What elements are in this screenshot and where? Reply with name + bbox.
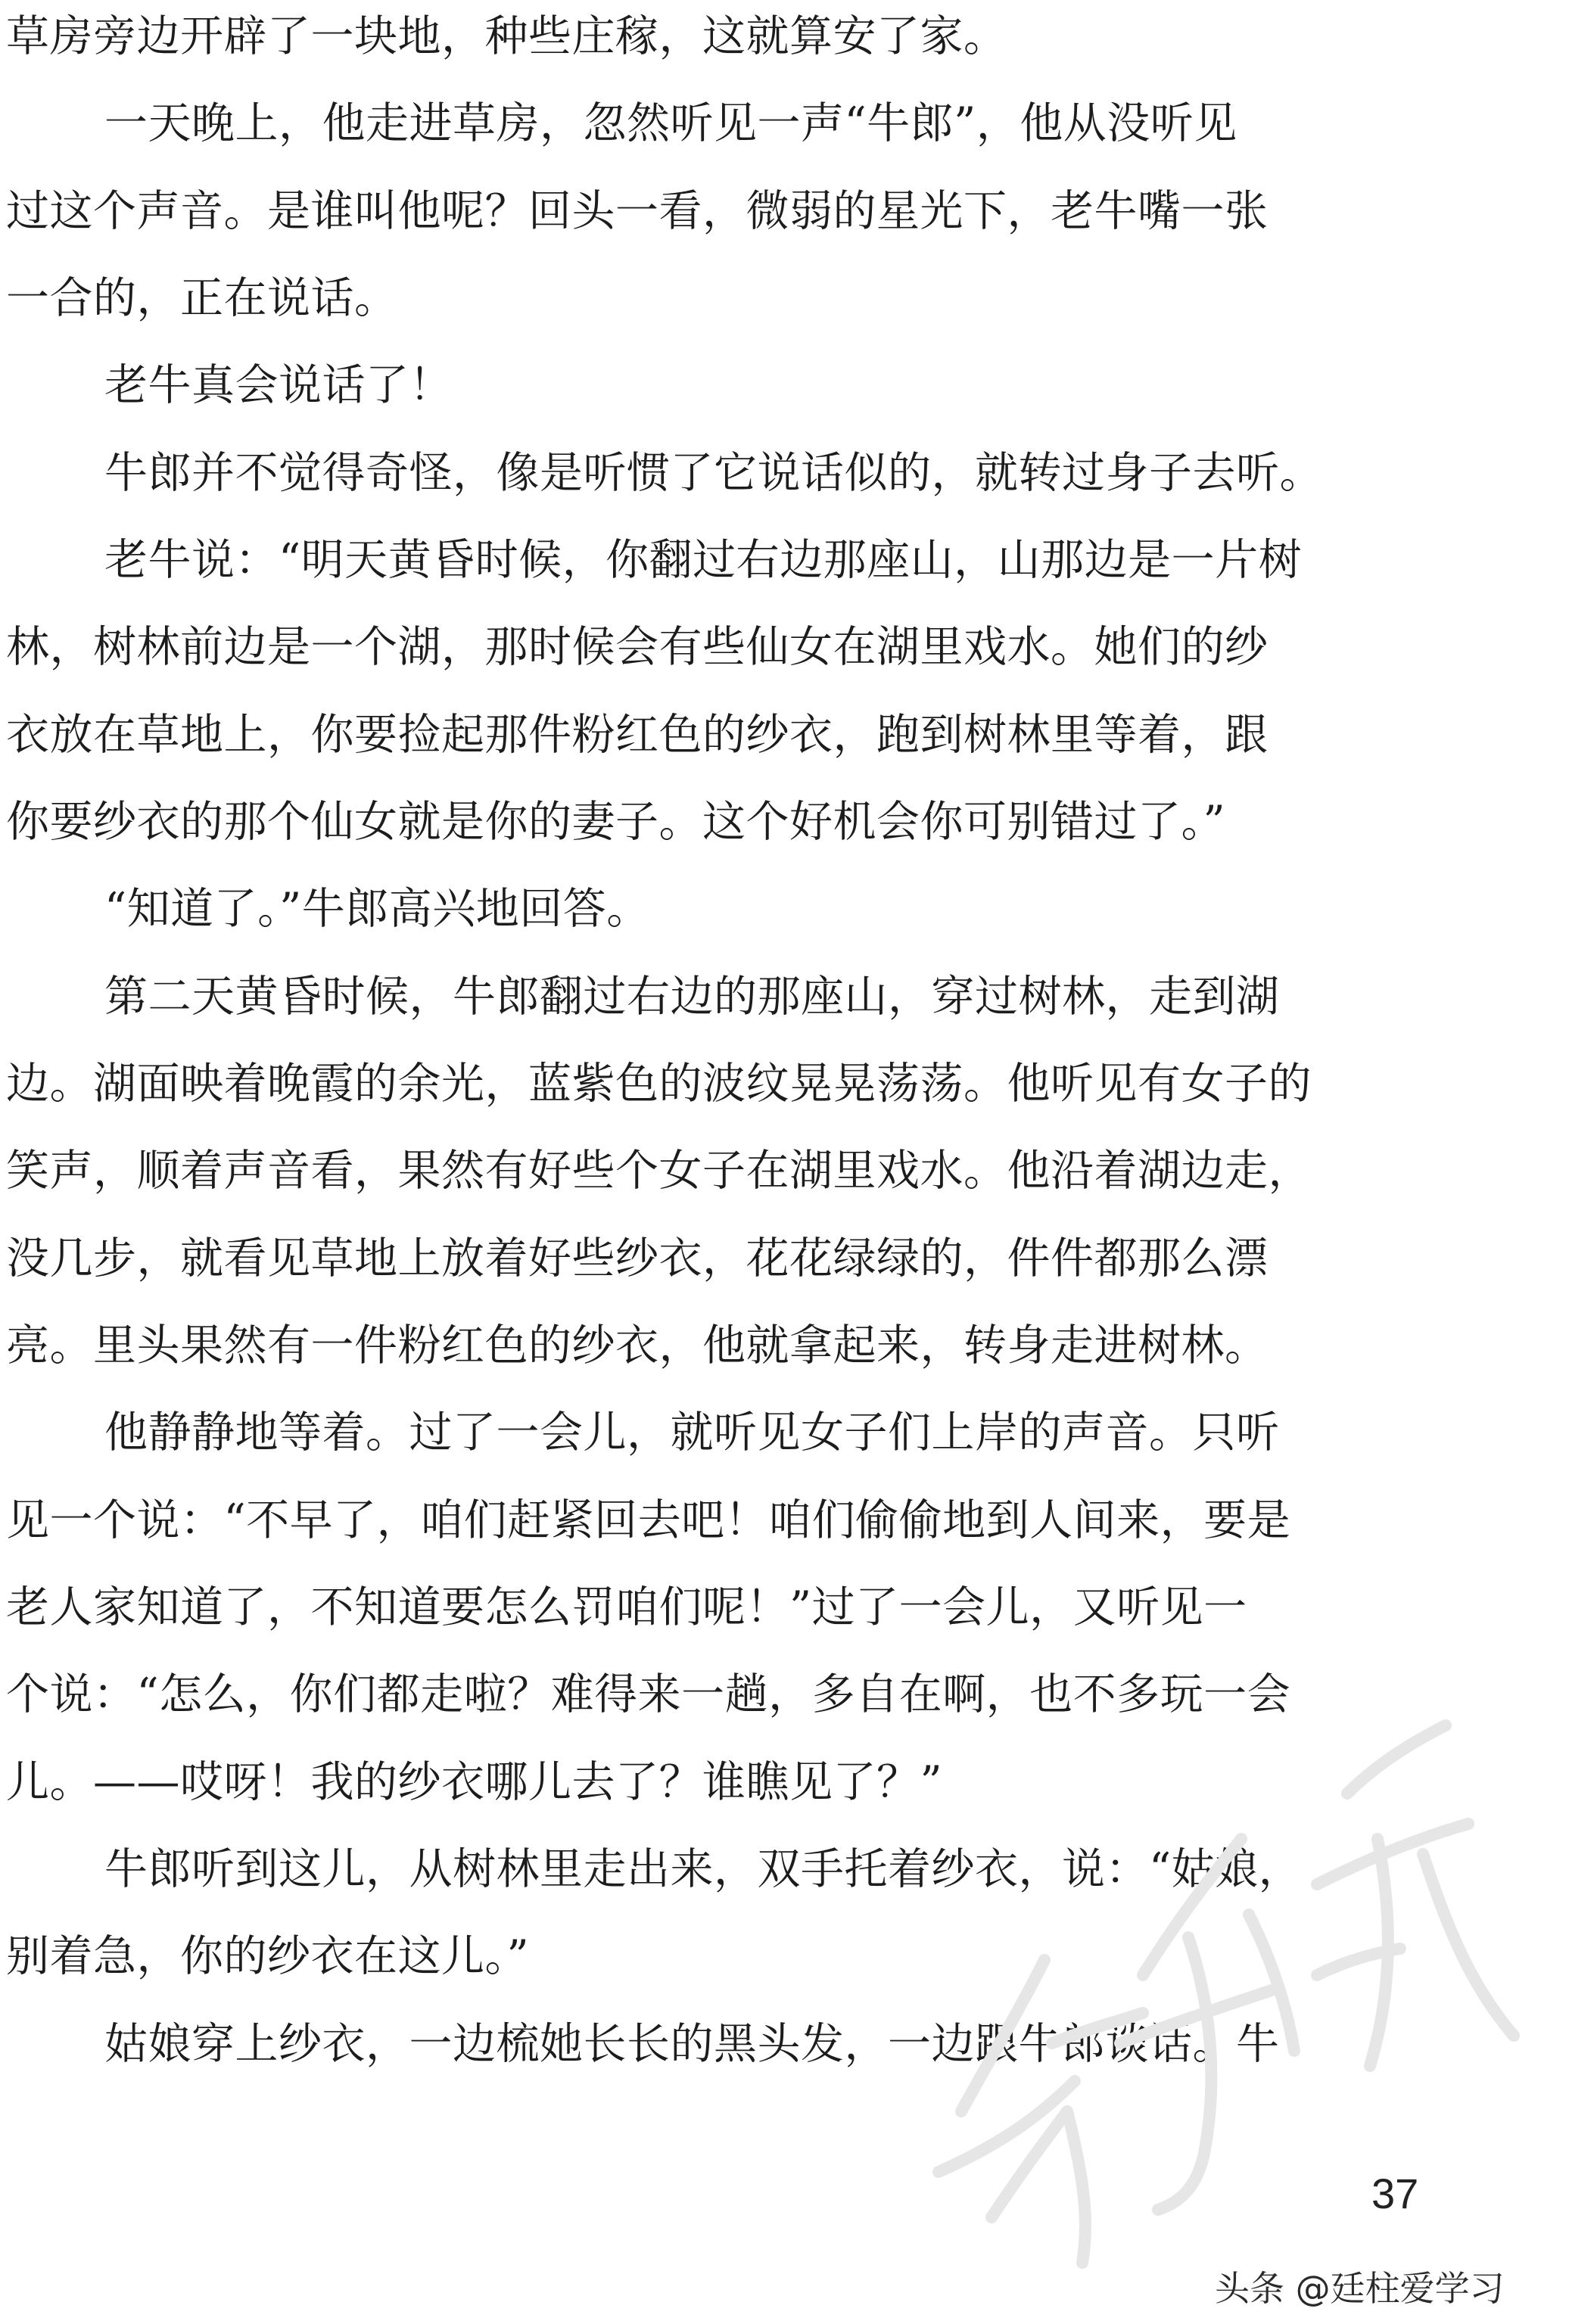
text-line: 老牛说：“明天黄昏时候，你翻过右边那座山，山那边是一片树	[104, 535, 1303, 585]
text-line: 老牛真会说话了！	[104, 360, 453, 410]
text-line: 你要纱衣的那个仙女就是你的妻子。这个好机会你可别错过了。”	[6, 797, 1226, 847]
watermark	[893, 1688, 1544, 2293]
text-line: 儿。——哎呀！我的纱衣哪儿去了？谁瞧见了？”	[6, 1757, 943, 1807]
text-line: 过这个声音。是谁叫他呢？回头一看，微弱的星光下，老牛嘴一张	[6, 186, 1269, 236]
text-line: 他静静地等着。过了一会儿，就听见女子们上岸的声音。只听	[104, 1408, 1280, 1458]
text-line: 衣放在草地上，你要捡起那件粉红色的纱衣，跑到树林里等着，跟	[6, 710, 1269, 760]
text-line: 姑娘穿上纱衣，一边梳她长长的黑头发，一边跟牛郎谈话。牛	[104, 2019, 1280, 2069]
text-line: 没几步，就看见草地上放着好些纱衣，花花绿绿的，件件都那么漂	[6, 1234, 1269, 1283]
source-credit: 头条 @廷柱爱学习	[1215, 2268, 1505, 2309]
text-line: 第二天黄昏时候，牛郎翻过右边的那座山，穿过树林，走到湖	[104, 972, 1280, 1022]
text-line: 牛郎听到这儿，从树林里走出来，双手托着纱衣，说：“姑娘，	[104, 1844, 1303, 1894]
page-number: 37	[1371, 2170, 1419, 2217]
text-line: 林，树林前边是一个湖，那时候会有些仙女在湖里戏水。她们的纱	[6, 622, 1269, 672]
text-line: 边。湖面映着晚霞的余光，蓝紫色的波纹晃晃荡荡。他听见有女子的	[6, 1059, 1312, 1109]
text-line: 见一个说：“不早了，咱们赶紧回去吧！咱们偷偷地到人间来，要是	[6, 1495, 1291, 1545]
text-line: “知道了。”牛郎高兴地回答。	[104, 884, 650, 934]
text-line: 一合的，正在说话。	[6, 273, 398, 323]
text-line: 草房旁边开辟了一块地，种些庄稼，这就算安了家。	[6, 11, 1007, 61]
text-line: 笑声，顺着声音看，果然有好些个女子在湖里戏水。他沿着湖边走，	[6, 1146, 1312, 1196]
text-line: 个说：“怎么，你们都走啦？难得来一趟，多自在啊，也不多玩一会	[6, 1669, 1291, 1719]
text-line: 牛郎并不觉得奇怪，像是听惯了它说话似的，就转过身子去听。	[104, 448, 1323, 498]
text-line: 别着急，你的纱衣在这儿。”	[6, 1931, 530, 1981]
text-line: 老人家知道了，不知道要怎么罚咱们呢！”过了一会儿，又听见一	[6, 1582, 1247, 1632]
text-line: 亮。里头果然有一件粉红色的纱衣，他就拿起来，转身走进树林。	[6, 1321, 1269, 1370]
text-line: 一天晚上，他走进草房，忽然听见一声“牛郎”，他从没听见	[104, 98, 1237, 148]
